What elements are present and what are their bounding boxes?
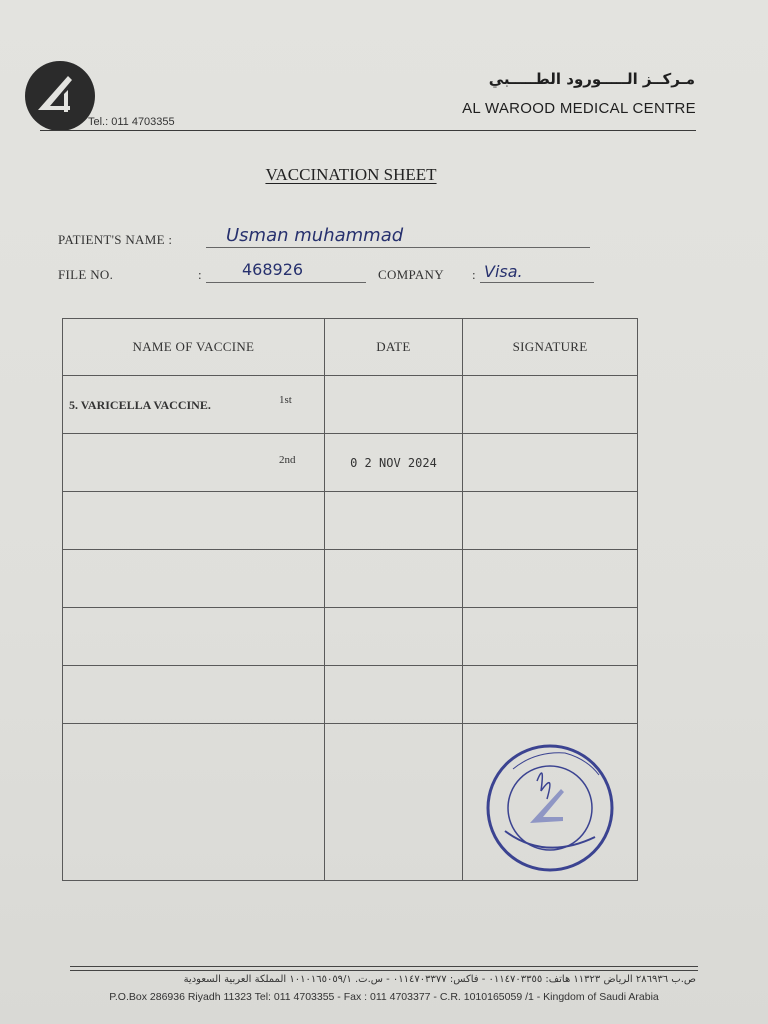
file-no-label: FILE NO. <box>58 267 114 282</box>
table-row <box>63 376 638 434</box>
header-signature: SIGNATURE <box>463 319 638 376</box>
vaccine-cell <box>63 434 325 492</box>
signature-cell <box>463 666 638 724</box>
header-date: DATE <box>324 319 462 376</box>
date-stamp: 0 2 NOV 2024 <box>324 434 462 492</box>
clinic-phone: Tel.: 011 4703355 <box>88 116 175 128</box>
clinic-stamp <box>475 741 625 875</box>
footer-divider <box>70 966 698 967</box>
file-no-line <box>206 282 366 283</box>
signature-cell <box>463 724 638 881</box>
clinic-logo <box>24 60 96 132</box>
vaccine-cell <box>63 608 325 666</box>
document-title: VACCINATION SHEET <box>265 165 437 184</box>
clinic-name-english: AL WAROOD MEDICAL CENTRE <box>462 100 696 117</box>
table-row <box>63 724 638 881</box>
table-row <box>63 492 638 550</box>
dose-number: 1st <box>279 394 292 406</box>
patient-name-label: PATIENT'S NAME : <box>58 232 173 247</box>
vaccine-name: 5. VARICELLA VACCINE. <box>69 398 211 412</box>
vaccine-cell <box>63 376 325 434</box>
date-cell <box>324 550 462 608</box>
file-no-colon: : <box>198 267 202 282</box>
header-divider <box>40 130 696 131</box>
date-cell <box>324 608 462 666</box>
date-cell <box>324 376 462 434</box>
vaccine-cell <box>63 550 325 608</box>
signature-cell <box>463 550 638 608</box>
patient-name-value: Usman muhammad <box>226 225 404 246</box>
signature-cell <box>463 492 638 550</box>
table-row <box>63 608 638 666</box>
vaccine-cell <box>63 492 325 550</box>
vaccine-cell <box>63 666 325 724</box>
table-row <box>63 666 638 724</box>
company-label: COMPANY <box>378 267 444 282</box>
footer-divider <box>70 970 698 971</box>
signature-cell <box>463 434 638 492</box>
table-header-row <box>63 319 638 376</box>
signature-cell <box>463 608 638 666</box>
company-value: Visa. <box>484 262 523 281</box>
vaccination-table <box>62 318 638 881</box>
date-cell <box>324 724 462 881</box>
signature-cell <box>463 376 638 434</box>
footer-address-english: P.O.Box 286936 Riyadh 11323 Tel: 011 4703355 - Fax : 011 4703377 - C.R. 1010165059 /1 - Kingdom of Saudi Arabia <box>109 991 659 1003</box>
dose-number: 2nd <box>279 454 296 466</box>
clinic-name-arabic: مـركــز الـــــورود الطـــــبي <box>488 70 695 88</box>
table-row <box>63 434 638 492</box>
footer-address-arabic: ص.ب ٢٨٦٩٣٦ الرياض ١١٣٢٣ هاتف: ٠١١٤٧٠٣٣٥٥ - فاكس: ٠١١٤٧٠٣٣٧٧ - س.ت. ١٠١٠١٦٥٠٥٩/١ المملكة العربية السعودية <box>183 974 696 985</box>
vaccine-cell <box>63 724 325 881</box>
company-colon: : <box>472 267 476 282</box>
company-line <box>480 282 594 283</box>
date-cell <box>324 492 462 550</box>
header-vaccine-name: NAME OF VACCINE <box>63 319 325 376</box>
date-cell <box>324 666 462 724</box>
patient-name-line <box>206 247 590 248</box>
file-no-value: 468926 <box>242 260 304 279</box>
table-row <box>63 550 638 608</box>
